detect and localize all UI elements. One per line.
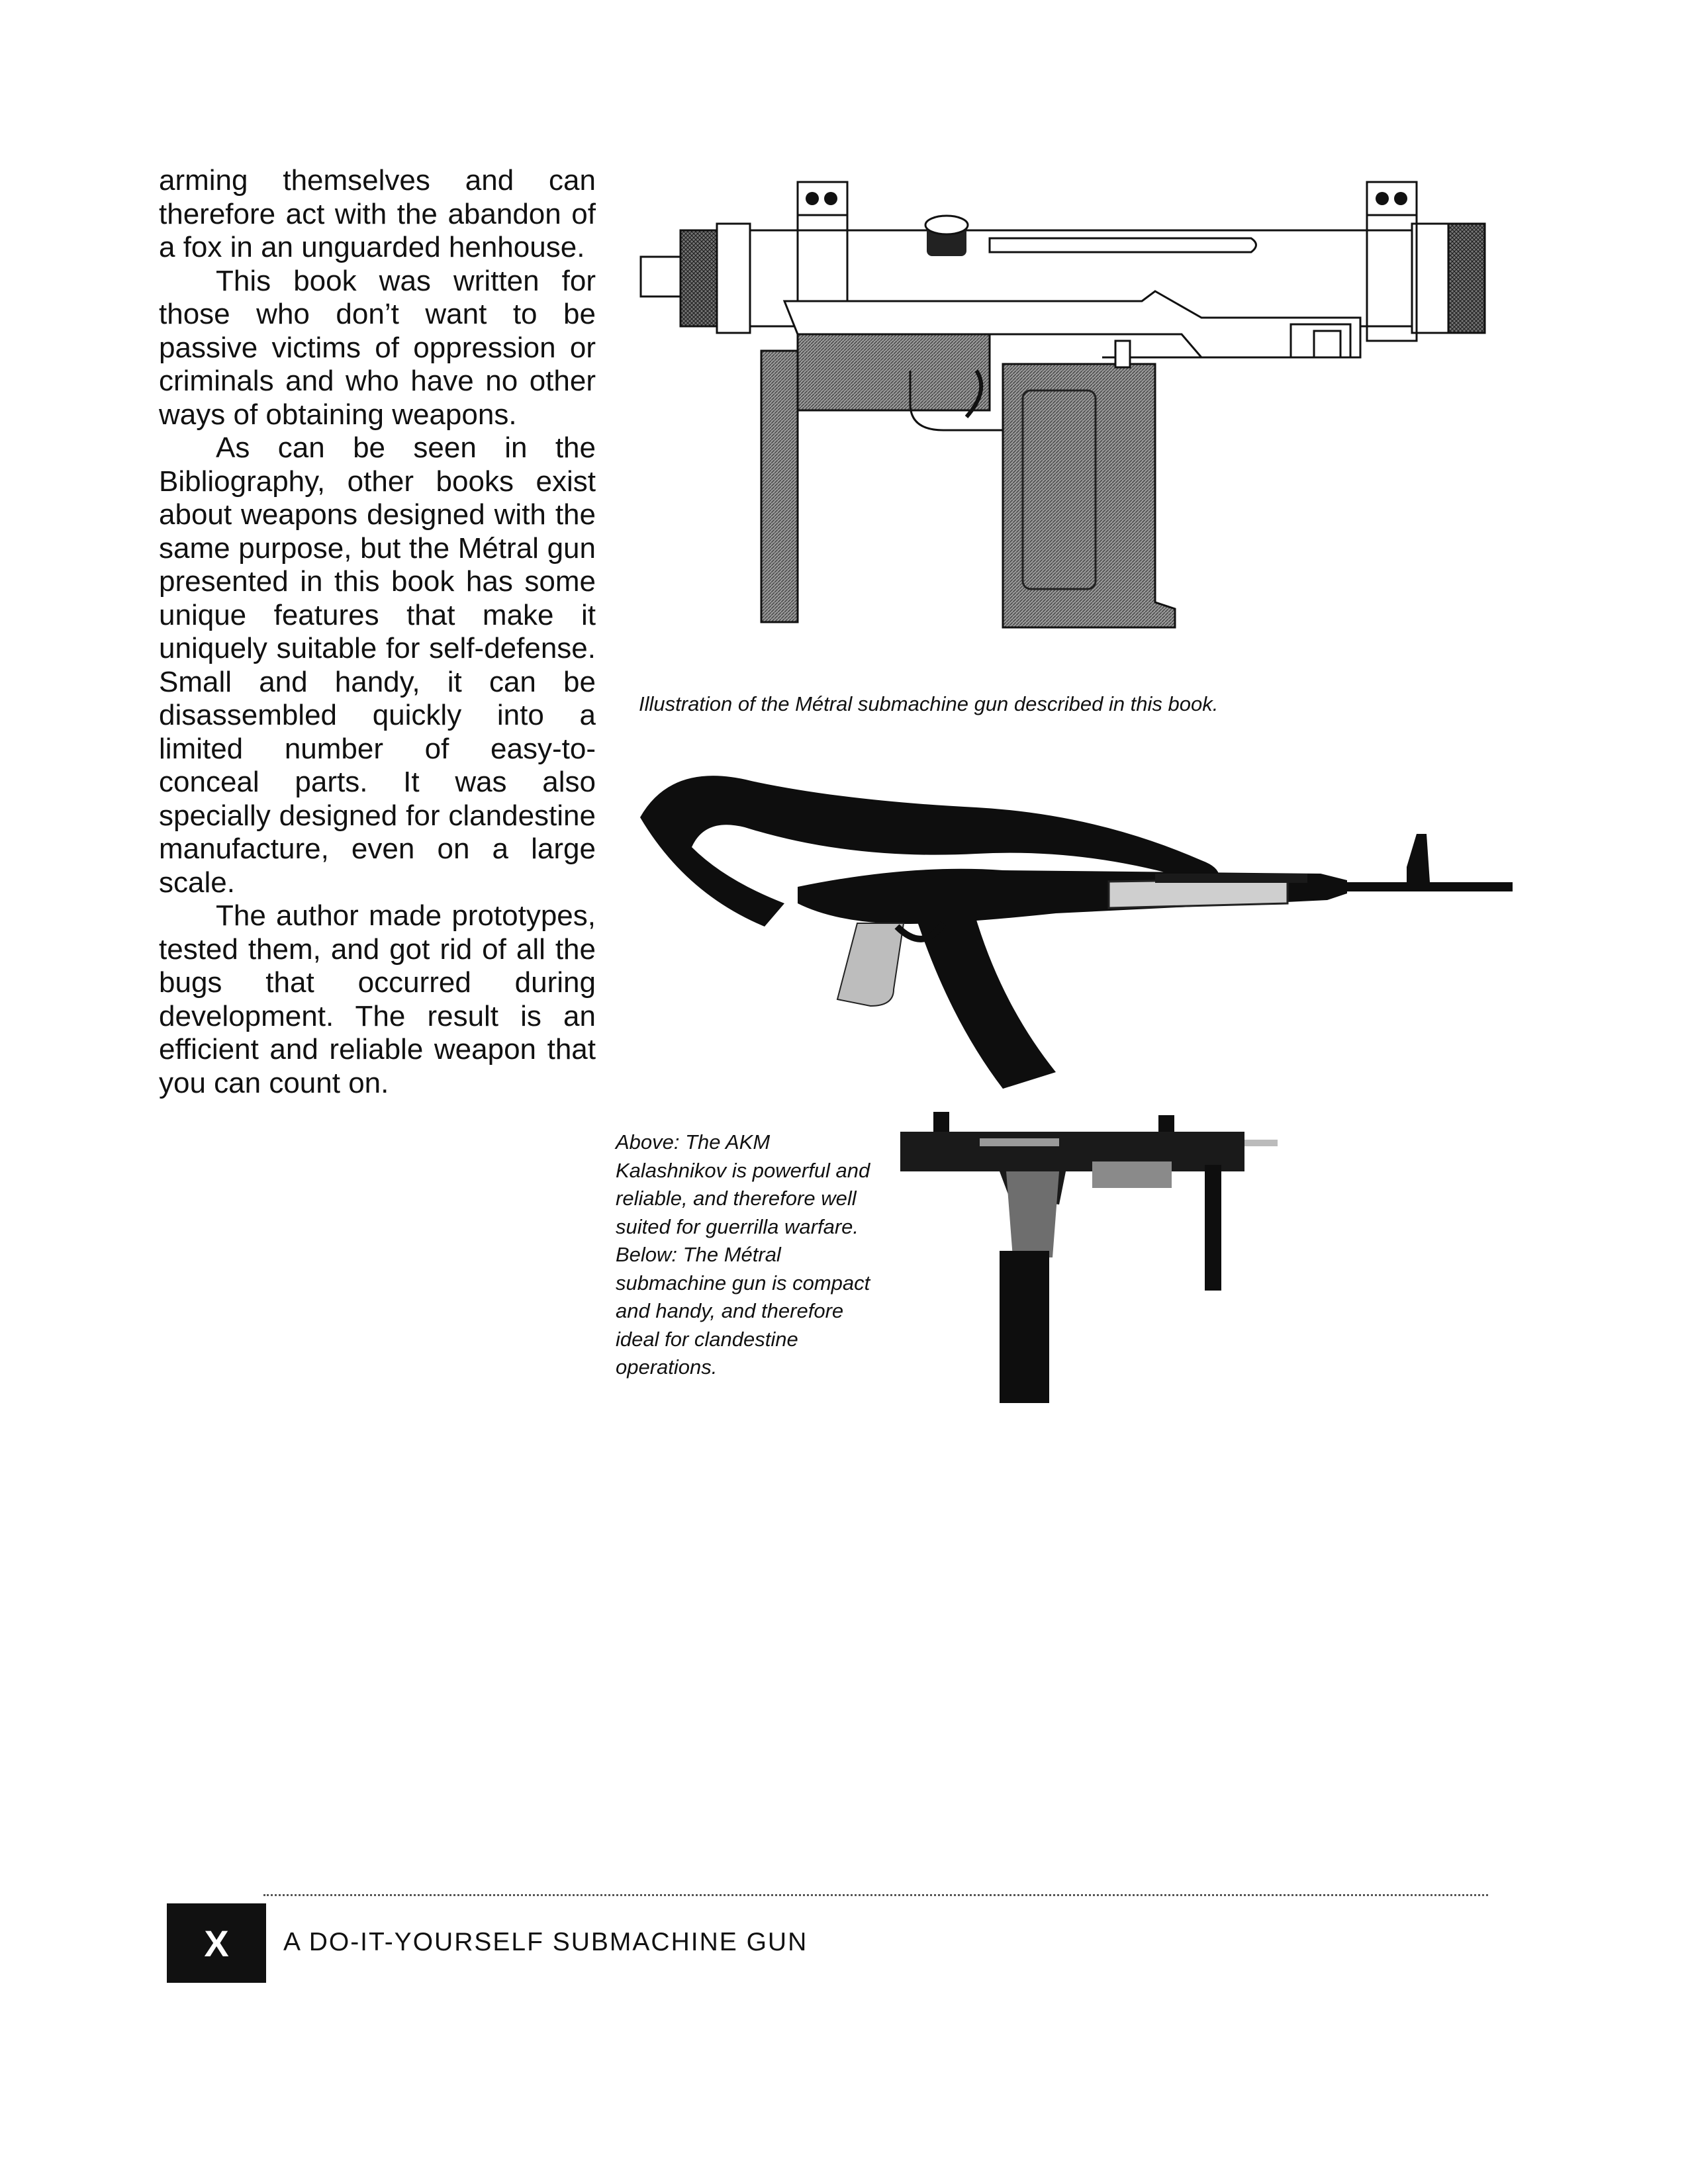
page-number-box: [167, 1903, 266, 1983]
page-number: X: [204, 1922, 229, 1964]
metral-line-drawing: [632, 172, 1513, 642]
paragraph-2: This book was written for those who don’t want to be passive victims of oppression or criminals and who have no other ways of obtaining weapons.: [159, 264, 596, 431]
akm-photo: [632, 761, 1519, 1118]
photo-caption: Above: The AKM Kalashnikov is powerful and reliable, and therefore well suited for guerrilla warfare. Below: The Métral submachine gun is compact and handy, and therefore ideal for clandestine operations.: [616, 1130, 870, 1379]
drawing-caption: Illustration of the Métral submachine gun described in this book.: [639, 692, 1219, 715]
paragraph-3: As can be seen in the Bibliography, other books exist about weapons designed with the same purpose, but the Métral gun presented in this book has some unique features that make it uniquely suitable for self-defense. Small and handy, it can be disassembled quickly into a limited number of easy-to-conceal parts. It was also specially designed for clandestine manufacture, even on a large scale.: [159, 432, 596, 899]
paragraph-1: arming themselves and can therefore act with the abandon of a fox in an unguarded henhouse.: [159, 164, 596, 263]
running-title: A DO-IT-YOURSELF SUBMACHINE GUN: [283, 1928, 808, 1956]
body-text-column: [159, 164, 596, 1100]
paragraph-4: The author made prototypes, tested them, and got rid of all the bugs that occurred during development. The result is an efficient and reliable weapon that you can count on.: [159, 899, 596, 1099]
footer-rule: [263, 1894, 1488, 1896]
metral-photo: [894, 1099, 1291, 1416]
